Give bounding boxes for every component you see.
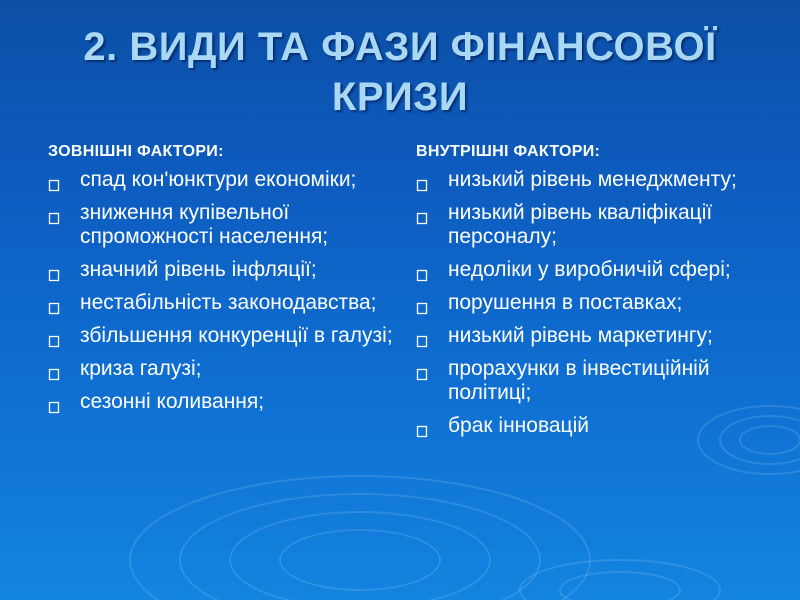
hollow-square-bullet-icon <box>416 363 428 376</box>
list-item-text: сезонні коливання; <box>80 390 265 413</box>
list-item-text: брак інновацій <box>448 414 589 437</box>
hollow-square-bullet-icon <box>48 297 60 310</box>
list-item <box>48 258 408 282</box>
list-item-text: криза галузі; <box>80 357 202 380</box>
list-item-text: недоліки у виробничій сфері; <box>448 258 731 281</box>
hollow-square-bullet-icon <box>48 396 60 409</box>
list-item <box>416 258 786 282</box>
internal-factors-column <box>416 142 786 447</box>
list-item <box>48 168 408 192</box>
list-item <box>48 357 408 381</box>
list-item <box>48 324 408 348</box>
hollow-square-bullet-icon <box>416 420 428 433</box>
hollow-square-bullet-icon <box>48 174 60 187</box>
list-item <box>416 357 786 405</box>
hollow-square-bullet-icon <box>48 207 60 220</box>
list-item-text: низький рівень менеджменту; <box>448 168 737 191</box>
list-item-text: значний рівень інфляції; <box>80 258 317 281</box>
list-item <box>48 201 408 249</box>
list-item <box>416 291 786 315</box>
internal-factors-heading: ВНУТРІШНІ ФАКТОРИ: <box>416 143 601 160</box>
list-item <box>416 414 786 438</box>
hollow-square-bullet-icon <box>416 264 428 277</box>
hollow-square-bullet-icon <box>416 174 428 187</box>
external-factors-heading: ЗОВНІШНІ ФАКТОРИ: <box>48 143 224 160</box>
internal-factors-list <box>416 168 786 438</box>
list-item-text: збільшення конкуренції в галузі; <box>80 324 393 347</box>
list-item-text: спад кон'юнктури економіки; <box>80 168 357 191</box>
list-item-text: низький рівень кваліфікації персоналу; <box>448 201 713 248</box>
hollow-square-bullet-icon <box>416 297 428 310</box>
list-item-text: прорахунки в інвестиційній політиці; <box>448 357 710 404</box>
external-factors-list <box>48 168 408 414</box>
external-factors-column <box>48 142 408 423</box>
list-item-text: порушення в поставках; <box>448 291 683 314</box>
list-item-text: зниження купівельної спроможності населення; <box>80 201 329 248</box>
list-item <box>416 168 786 192</box>
list-item <box>48 291 408 315</box>
list-item <box>48 390 408 414</box>
hollow-square-bullet-icon <box>416 330 428 343</box>
page-title: 2. ВИДИ ТА ФАЗИ ФІНАНСОВОЇ КРИЗИ <box>83 25 717 119</box>
hollow-square-bullet-icon <box>48 363 60 376</box>
list-item-text: низький рівень маркетингу; <box>448 324 713 347</box>
list-item <box>416 201 786 249</box>
list-item <box>416 324 786 348</box>
list-item-text: нестабільність законодавства; <box>80 291 377 314</box>
hollow-square-bullet-icon <box>48 330 60 343</box>
hollow-square-bullet-icon <box>416 207 428 220</box>
hollow-square-bullet-icon <box>48 264 60 277</box>
